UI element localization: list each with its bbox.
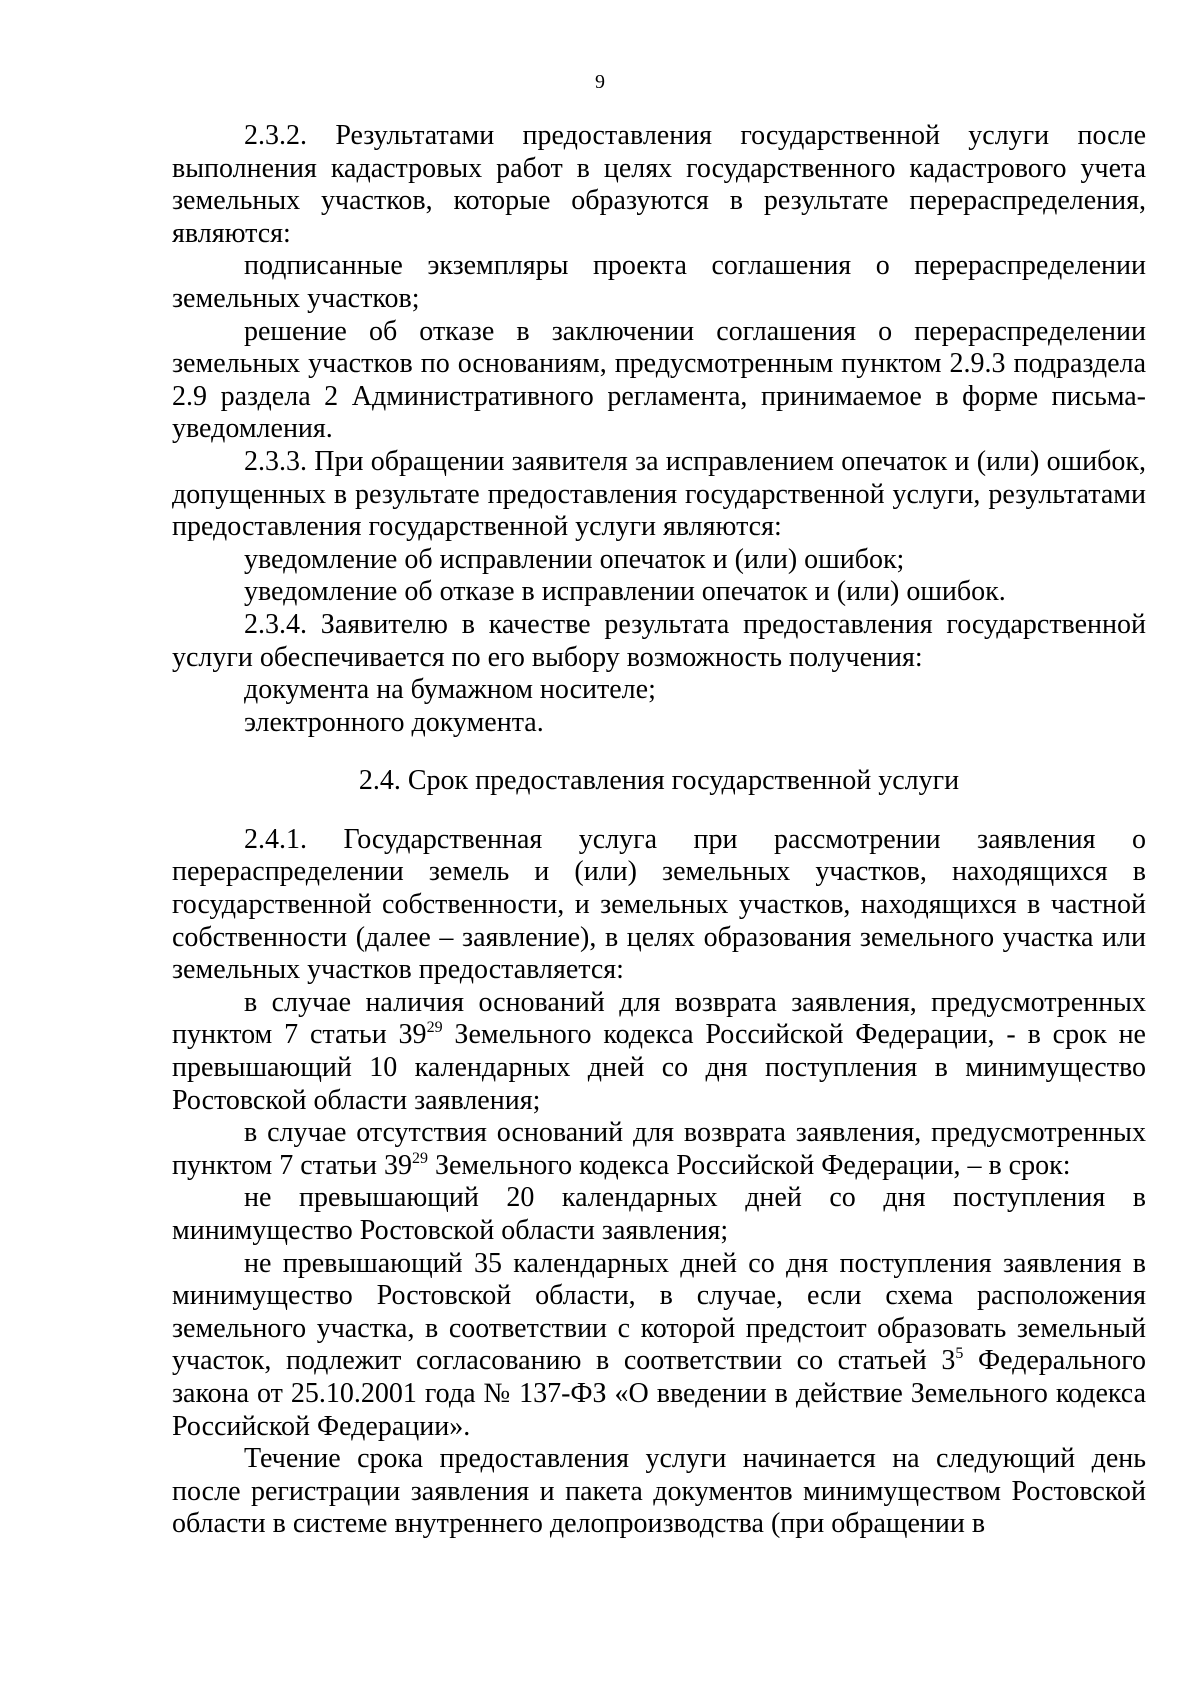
paragraph-2-4-1: 2.4.1. Государственная услуга при рассмотрении заявления о перераспределении земель и (или) земельных участков, находящихся в государственной собственности, и земельных участков, находящихся в частной собственности (далее – заявление), в целях образования земельного участка или земельных участков предоставляется: xyxy=(172,823,1146,986)
paragraph-2-3-4: 2.3.4. Заявителю в качестве результата предоставления государственной услуги обеспечивается по его выбору возможность получения: xyxy=(172,608,1146,673)
paragraph-2-3-2: 2.3.2. Результатами предоставления государственной услуги после выполнения кадастровых работ в целях государственного кадастрового учета земельных участков, которые образуются в результате перераспределения, являются: xyxy=(172,120,1146,249)
superscript: 29 xyxy=(426,1019,443,1037)
text-segment: в случае наличия оснований для возврата заявления, предусмотренных пунктом 7 статьи 39 xyxy=(172,986,1146,1051)
text-segment: Федерального закона от 25.10.2001 года № 137-ФЗ «О введении в действие Земельного кодекса Российской Федерации». xyxy=(172,1345,1146,1442)
text-segment: Земельного кодекса Российской Федерации, – в срок: xyxy=(427,1149,1071,1181)
paragraph-paper-document: документа на бумажном носителе; xyxy=(244,674,656,706)
paragraph-electronic-document: электронного документа. xyxy=(244,706,544,738)
paragraph-case-grounds-present xyxy=(172,987,1146,1117)
document-body xyxy=(172,120,1146,1541)
text-segment: в случае отсутствия оснований для возврата заявления, предусмотренных пунктом 7 статьи 39 xyxy=(172,1117,1146,1181)
paragraph-notice-correction: уведомление об исправлении опечаток и (или) ошибок; xyxy=(244,543,905,575)
page-number: 9 xyxy=(595,71,605,93)
text-segment: не превышающий 35 календарных дней со дня поступления заявления в минимущество Ростовской области, в случае, если схема расположения земельного участка, в соответствии с которой предстоит образовать земельный участок, подлежит согласованию в соответствии со статьей 3 xyxy=(172,1247,1146,1377)
paragraph-20-days: не превышающий 20 календарных дней со дня поступления в минимущество Ростовской области заявления; xyxy=(172,1182,1146,1246)
paragraph-refusal-decision: решение об отказе в заключении соглашения о перераспределении земельных участков по основаниям, предусмотренным пунктом 2.9.3 подраздела 2.9 раздела 2 Административного регламента, принимаемое в форме письма-уведомления. xyxy=(172,315,1146,445)
superscript: 29 xyxy=(411,1149,428,1167)
paragraph-2-3-3: 2.3.3. При обращении заявителя за исправлением опечаток и (или) ошибок, допущенных в результате предоставления государственной услуги, результатами предоставления государственной услуги являются: xyxy=(172,445,1146,543)
paragraph-35-days xyxy=(172,1248,1146,1444)
paragraph-term-start: Течение срока предоставления услуги начинается на следующий день после регистрации заявления и пакета документов минимуществом Ростовской области в системе внутреннего делопроизводства (при обращении в xyxy=(172,1443,1146,1540)
paragraph-signed-copies: подписанные экземпляры проекта соглашения о перераспределении земельных участков; xyxy=(172,250,1146,314)
section-heading-2-4: 2.4. Срок предоставления государственной услуги xyxy=(358,765,960,797)
superscript: 5 xyxy=(955,1345,964,1363)
paragraph-case-grounds-absent xyxy=(172,1117,1146,1182)
paragraph-notice-refusal: уведомление об отказе в исправлении опечаток и (или) ошибок. xyxy=(244,576,1006,608)
text-segment: Земельного кодекса Российской Федерации, - в срок не превышающий 10 календарных дней со дня поступления в минимущество Ростовской области заявления; xyxy=(172,1019,1146,1116)
